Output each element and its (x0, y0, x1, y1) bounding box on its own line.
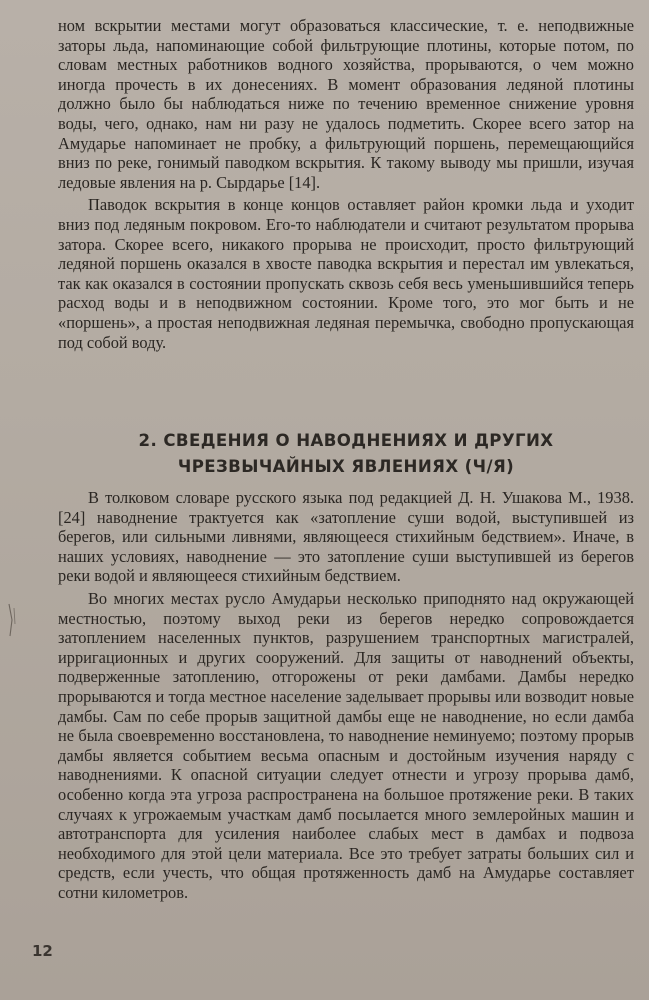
paragraph-definition: В толковом словаре русского языка под редакцией Д. Н. Ушакова М., 1938. [24] наводнение трактуется как «затопление суши водой, выступившей из берегов, или сильными ливнями, являющееся стихийным бедствием». Иначе, в наших условиях, наводнение — это затопление суши выступившей из берегов реки водой и являющееся стихийным бедствием. (58, 488, 634, 586)
paragraph-ice-piston: Паводок вскрытия в конце концов оставляет район кромки льда и уходит вниз под ледяным покровом. Его-то наблюдатели и считают результатом прорыва затора. Скорее всего, никакого прорыва не происходит, просто фильтрующий ледяной поршень оказался в хвосте паводка вскрытия и перестал им увлекаться, так как оказался в состоянии пропускать сквозь себя весь уменьшившийся теперь расход воды и в неподвижном состоянии. Кроме того, это мог быть и не «поршень», а простая неподвижная ледяная перемычка, свободно пропускающая под собой воду. (58, 195, 634, 352)
text-column-top (58, 16, 634, 352)
section-heading-line-2: ЧРЕЗВЫЧАЙНЫХ ЯВЛЕНИЯХ (Ч/Я) (177, 457, 515, 476)
page-number: 12 (32, 942, 53, 960)
paragraph-continuation: ном вскрытии местами могут образоваться классические, т. е. неподвижные заторы льда, напоминающие собой фильтрующие плотины, которые потом, по словам местных работников водного хозяйства, прорываются, о чем можно иногда прочесть в их донесениях. В момент образования ледяной плотины должно было бы наблюдаться ниже по течению временное снижение уровня воды, чего, однако, нам ни разу не удалось подметить. Скорее всего затор на Амударье напоминает не пробку, а фильтрующий поршень, перемещающийся вниз по реке, гонимый паводком вскрытия. К такому выводу мы пришли, изучая ледовые явления на р. Сырдарье [14]. (58, 16, 634, 192)
section-heading (58, 428, 634, 480)
pencil-mark-icon (6, 602, 18, 640)
text-column-bottom (58, 488, 634, 902)
paragraph-dams: Во многих местах русло Амударьи несколько приподнято над окружающей местностью, поэтому выход реки из берегов нередко сопровождается затоплением населенных пунктов, разрушением транспортных магистралей, ирригационных и других сооружений. Для защиты от наводнений объекты, подверженные затоплению, отгорожены от реки дамбами. Дамбы нередко прорываются и тогда местное население заделывает прорывы или возводит новые дамбы. Сам по себе прорыв защитной дамбы еще не наводнение, но если дамба не была своевременно восстановлена, то наводнение неминуемо; поэтому прорыв дамбы является событием весьма опасным и достойным изучения наряду с наводнениями. К опасной ситуации следует отнести и угрозу прорыва дамб, особенно когда эта угроза распространена на большое протяжение реки. В таких случаях к угрожаемым участкам дамб посылается много землеройных машин и автотранспорта для усиления наиболее слабых мест в дамбах и подвоза необходимого для этой цели материала. Все это требует затраты больших сил и средств, если учесть, что общая протяженность дамб на Амударье составляет сотни километров. (58, 588, 634, 902)
section-heading-line-1: 2. СВЕДЕНИЯ О НАВОДНЕНИЯХ И ДРУГИХ (138, 431, 554, 450)
